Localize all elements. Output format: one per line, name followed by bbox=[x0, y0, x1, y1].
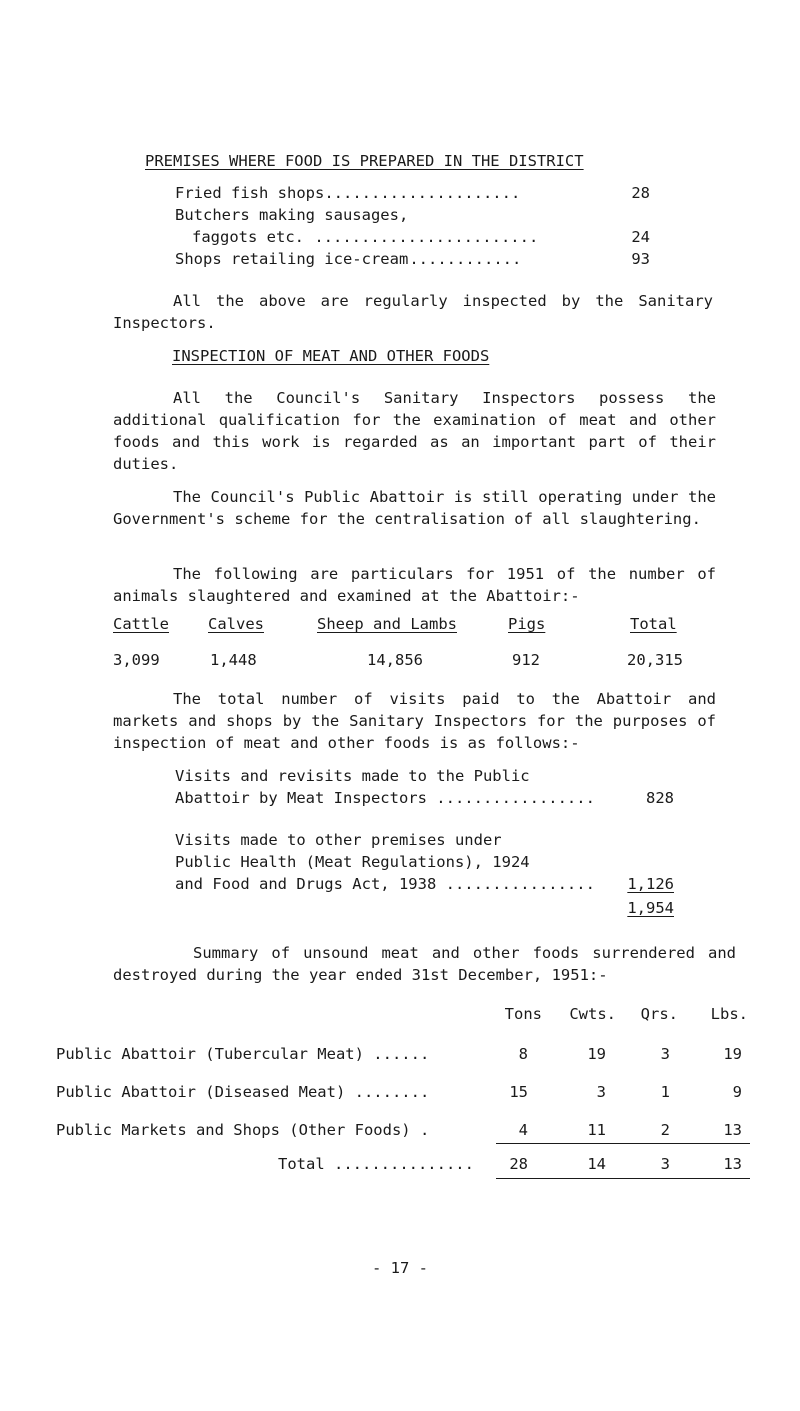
animals-value: 912 bbox=[512, 651, 540, 669]
table-divider-top bbox=[496, 1143, 750, 1144]
heading-premises: PREMISES WHERE FOOD IS PREPARED IN THE DISTRICT bbox=[145, 152, 584, 170]
premises-item-value: 24 bbox=[631, 228, 650, 246]
unsound-header: Tons bbox=[504, 1005, 542, 1023]
animals-header: Pigs bbox=[508, 615, 546, 633]
para-visits: The total number of visits paid to the Abattoir and markets and shops by the Sanitary Inspectors for the purposes of inspection of meat and other foods is as follows:- bbox=[113, 690, 716, 752]
premises-item-label: Shops retailing ice-cream bbox=[175, 250, 409, 268]
premises-item-label: Fried fish shops bbox=[175, 184, 325, 202]
animals-header: Calves bbox=[208, 615, 264, 633]
para-abattoir: The Council's Public Abattoir is still operating under the Government's scheme for the centralisation of all slaughtering. bbox=[113, 488, 716, 528]
table-divider-bottom bbox=[496, 1178, 750, 1179]
unsound-row-label: Public Abattoir (Diseased Meat) ........ bbox=[56, 1083, 430, 1101]
premises-item-label: faggots etc. bbox=[192, 228, 304, 246]
unsound-cell: 9 bbox=[732, 1083, 742, 1101]
animals-value: 20,315 bbox=[627, 651, 683, 669]
unsound-cell: 3 bbox=[596, 1083, 606, 1101]
animals-header: Sheep and Lambs bbox=[317, 615, 457, 633]
unsound-total-cell: 13 bbox=[723, 1155, 742, 1173]
unsound-total-cell: 14 bbox=[587, 1155, 606, 1173]
visits-value: 1,126 bbox=[627, 875, 674, 893]
unsound-row-label: Public Abattoir (Tubercular Meat) ...... bbox=[56, 1045, 430, 1063]
unsound-total-cell: 3 bbox=[660, 1155, 670, 1173]
unsound-header: Cwts. bbox=[569, 1005, 616, 1023]
animals-header: Cattle bbox=[113, 615, 169, 633]
unsound-cell: 8 bbox=[518, 1045, 528, 1063]
unsound-cell: 4 bbox=[518, 1121, 528, 1139]
unsound-total-cell: 28 bbox=[509, 1155, 528, 1173]
premises-item-label: Butchers making sausages, bbox=[175, 206, 409, 224]
para-particulars: The following are particulars for 1951 of the number of animals slaughtered and examined at the Abattoir:- bbox=[113, 565, 716, 605]
premises-item-dots: ............ bbox=[400, 250, 522, 268]
animals-value: 3,099 bbox=[113, 651, 160, 669]
unsound-row-label: Public Markets and Shops (Other Foods) . bbox=[56, 1121, 430, 1139]
visits-line: Visits and revisits made to the Public bbox=[175, 767, 530, 785]
unsound-cell: 15 bbox=[509, 1083, 528, 1101]
heading-inspection: INSPECTION OF MEAT AND OTHER FOODS bbox=[172, 347, 490, 365]
visits-line: Public Health (Meat Regulations), 1924 bbox=[175, 853, 530, 871]
visits-line: Abattoir by Meat Inspectors ................. bbox=[175, 789, 595, 807]
visits-line: and Food and Drugs Act, 1938 ................ bbox=[175, 875, 595, 893]
animals-value: 1,448 bbox=[210, 651, 257, 669]
page-number: - 17 - bbox=[372, 1259, 428, 1277]
unsound-cell: 2 bbox=[660, 1121, 670, 1139]
animals-value: 14,856 bbox=[367, 651, 423, 669]
unsound-cell: 1 bbox=[660, 1083, 670, 1101]
inspected-note: All the above are regularly inspected by the Sanitary Inspectors. bbox=[113, 292, 713, 332]
unsound-cell: 3 bbox=[660, 1045, 670, 1063]
para-qualification: All the Council's Sanitary Inspectors possess the additional qualification for the examination of meat and other foods and this work is regarded as an important part of their duties. bbox=[113, 389, 716, 473]
unsound-cell: 19 bbox=[587, 1045, 606, 1063]
premises-item-dots: ........................ bbox=[305, 228, 539, 246]
unsound-cell: 13 bbox=[723, 1121, 742, 1139]
unsound-cell: 11 bbox=[587, 1121, 606, 1139]
premises-item-value: 93 bbox=[631, 250, 650, 268]
premises-item-dots: ..................... bbox=[315, 184, 521, 202]
visits-value: 828 bbox=[646, 789, 674, 807]
visits-line: Visits made to other premises under bbox=[175, 831, 502, 849]
premises-item-value: 28 bbox=[631, 184, 650, 202]
unsound-header: Qrs. bbox=[640, 1005, 678, 1023]
animals-header: Total bbox=[630, 615, 677, 633]
visits-total: 1,954 bbox=[627, 899, 674, 917]
unsound-total-label: Total ............... bbox=[278, 1155, 474, 1173]
unsound-header: Lbs. bbox=[710, 1005, 748, 1023]
unsound-cell: 19 bbox=[723, 1045, 742, 1063]
para-summary: Summary of unsound meat and other foods surrendered and destroyed during the year ended 31st December, 1951:- bbox=[113, 944, 736, 984]
